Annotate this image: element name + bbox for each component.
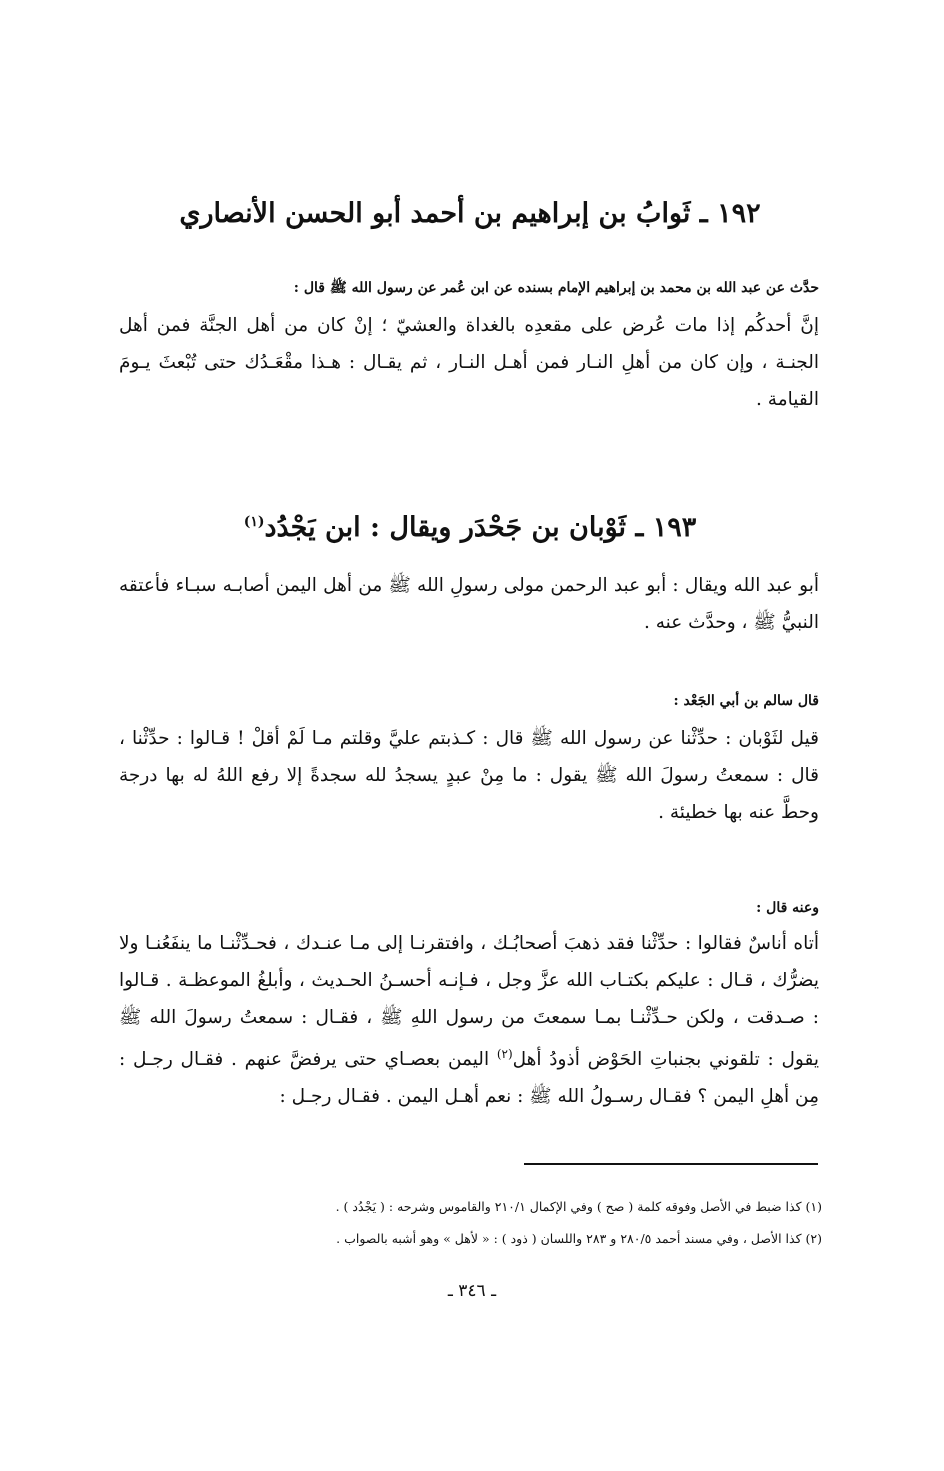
footnote-ref-1: (١) bbox=[243, 514, 265, 530]
footnote-2: (٢) كذا الأصل ، وفي مسند أحمد ٢٨٠/٥ و ٢٨٣ واللسان ( ذود ) : « لأهل » وهو أشبه بالصواب . bbox=[336, 1231, 822, 1246]
entry-193-lead-2: وعنه قال : bbox=[756, 900, 819, 916]
entry-192-body bbox=[119, 307, 819, 418]
footnote-divider bbox=[524, 1163, 818, 1165]
entry-193-body-2-text bbox=[119, 925, 819, 1115]
entry-193-body-2-part2: اليمن بعصـاي حتى يرفضَّ عنهم . فقـال رجـل : مِن أهلِ اليمن ؟ فقـال رسـولُ الله ﷺ : نعم أهـل اليمن . فقـال رجـل : bbox=[119, 1049, 819, 1108]
entry-193-body-2-part1: أتاه أناسٌ فقالوا : حدِّثْنا فقد ذهبَ أصحابُـك ، وافتقرنـا إلى مـا عنـدك ، فحـدِّثْنـا ما ينفَعُنـا ولا يضرُّك ، قـال : عليكم بكتـاب الله عزَّ وجل ، فـإنـه أحسـنُ الحـديث ، وأبلغُ الموعظـة . قـالوا : صـدقت ، ولكن حـدِّثْنـا بمـا سمعتَ من رسول اللهِ ﷺ ، فقـال : سمعتُ رسولَ الله ﷺ يقول : تلقوني بجنباتِ الحَوْض أذودُ أهل bbox=[119, 933, 819, 1071]
entry-193-body-text: قيل لثَوْبان : حدِّثْنا عن رسول الله ﷺ قال : كـذبتم عليَّ وقلتم مـا لَمْ أقلْ ! قـالوا : حدِّثْنا ، قال : سمعتُ رسولَ الله ﷺ يقول : ما مِنْ عبدٍ يسجدُ لله سجدةً إلا رفع اللهُ له بها درجة وحطَّ عنه بها خطيئة . bbox=[119, 728, 819, 823]
entry-193-body bbox=[119, 720, 819, 831]
footnote-ref-2: (٢) bbox=[496, 1047, 513, 1061]
entry-192-body-text: إنَّ أحدكُم إذا مات عُرض على مقعدِه بالغداة والعشيّ ؛ إنْ كان من أهل الجنَّة فمن أهل الجنـة ، وإن كان من أهلِ النـار فمن أهـل النـار ، ثم يقـال : هـذا مقْعَـدُك حتى تُبْعثَ يـومَ القيامة . bbox=[119, 315, 819, 410]
page-number: ـ ٣٤٦ ـ bbox=[447, 1281, 497, 1301]
entry-heading-192-text: ١٩٢ ـ ثَوابُ بن إبراهيم بن أحمد أبو الحسن الأنصاري bbox=[179, 198, 761, 229]
entry-heading-193-text: ١٩٣ ـ ثَوْبان بن جَحْدَر ويقال : ابن يَجْدُد bbox=[264, 512, 697, 543]
entry-heading-192 bbox=[120, 194, 820, 234]
entry-193-body-2 bbox=[119, 925, 819, 1115]
footnote-1: (١) كذا ضبط في الأصل وفوقه كلمة ( صح ) وفي الإكمال ٢١٠/١ والقاموس وشرحه : ( يَجْدُد ) . bbox=[335, 1199, 822, 1214]
entry-193-intro bbox=[119, 567, 819, 641]
entry-192-lead: حدَّث عن عبد الله بن محمد بن إبراهيم الإمام بسنده عن ابن عُمر عن رسول الله ﷺ قال : bbox=[293, 280, 819, 296]
entry-heading-193 bbox=[120, 502, 820, 548]
entry-193-lead: قال سالم بن أبي الجَعْد : bbox=[673, 693, 819, 709]
entry-193-intro-text: أبو عبد الله ويقال : أبو عبد الرحمن مولى رسولِ الله ﷺ من أهل اليمن أصابـه سبـاء فأعتقه النبيُّ ﷺ ، وحدَّث عنه . bbox=[119, 575, 819, 633]
